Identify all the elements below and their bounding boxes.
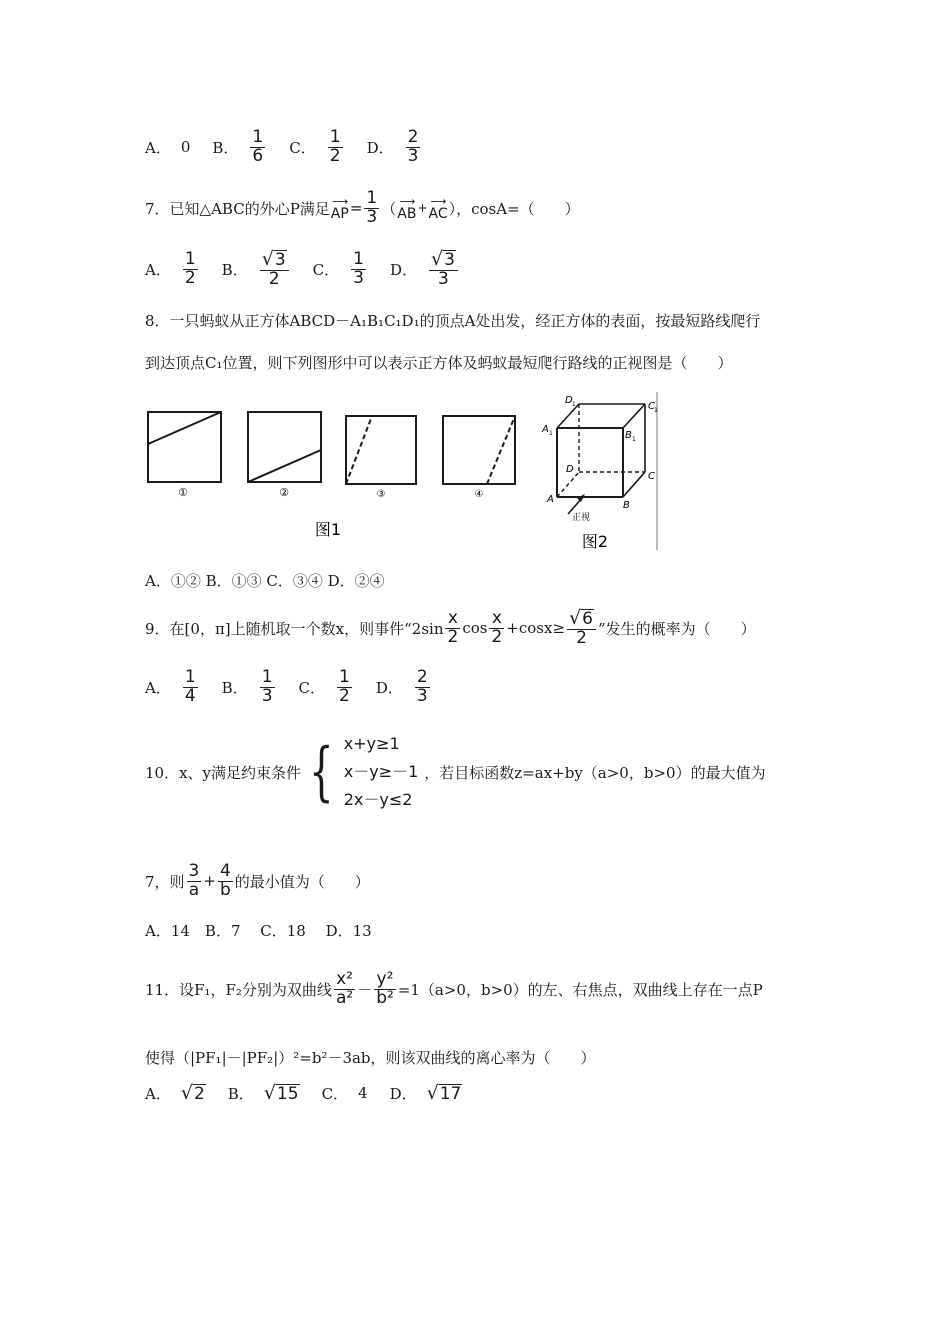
- vector-ac: ⟶ AC: [428, 194, 448, 222]
- fraction: $\frac{\text{y²}}{\text{b²}}$: [376, 968, 394, 1008]
- constraint-system: [301, 730, 418, 814]
- fraction: $\frac{1}{4}$: [184, 666, 196, 706]
- q7-stem: 7．已知△ABC的外心P满足 ⟶ AP = $\frac{1}{3}$ （ ⟶ AB + ⟶ AC ），cosA=（ ）: [145, 187, 580, 227]
- fig1-view-1: [148, 412, 221, 482]
- q10-stem-line2: 7，则 $\frac{3}{a}$ + $\frac{4}{b}$ 的最小值为（ ）: [145, 860, 370, 900]
- q6-option-c: C． $\frac{1}{2}$: [289, 126, 341, 166]
- fraction: $\frac{2}{3}$: [407, 126, 419, 166]
- fig2-label-b1: B: [625, 430, 632, 441]
- q7-option-d: D． √ 3 3: [390, 250, 460, 289]
- q11-options: [145, 1078, 484, 1108]
- fig1-label-2: ②: [279, 486, 289, 499]
- square-root: √ 3: [430, 247, 455, 270]
- fraction: $\frac{2}{3}$: [416, 666, 428, 706]
- square-root: √ 6: [569, 606, 593, 629]
- q7-option-b: B． √ 3 2: [222, 250, 291, 289]
- fraction: $\frac{1}{2}$: [184, 248, 196, 288]
- fraction: √ 3 2: [260, 250, 289, 289]
- fraction: √ 6 2: [567, 609, 596, 648]
- q6-option-d: D． $\frac{2}{3}$: [366, 126, 419, 166]
- fraction: $\frac{4}{b}$: [219, 860, 231, 900]
- fraction: $\frac{1}{3}$: [261, 666, 273, 706]
- fig2-label-c1: C: [648, 401, 655, 412]
- q10-stem: 10．x、y满足约束条件 { x+y≥1 x－y≥－1 2x－y≤2 ，若目标函数z=ax+by（a>0，b>0）的最大值为: [145, 724, 766, 820]
- fig1-caption: 图1: [314, 520, 342, 539]
- fraction: $\frac{1}{2}$: [339, 666, 350, 706]
- fig1-view-2: [248, 412, 321, 482]
- fig1-view-3: [346, 416, 416, 484]
- fraction: $\frac{1}{3}$: [366, 187, 378, 227]
- fraction: $\frac{x}{2}$: [447, 607, 459, 647]
- q10-options: A．14 B．7 C．18 D．13: [145, 922, 372, 940]
- fig2-label-b: B: [623, 500, 630, 511]
- fraction: $\frac{1}{2}$: [329, 126, 341, 166]
- fig2-label-a1-sub: 1: [549, 430, 553, 437]
- fraction: $\frac{3}{a}$: [188, 860, 200, 900]
- q9-option-b: B． $\frac{1}{3}$: [221, 666, 273, 706]
- q11-stem: 11．设F₁，F₂分别为双曲线 $\frac{\text{x²}}{\text{a²}}$ － $\frac{\text{y²}}{\text{b²}}$ =1（a>0，b>0）的左、右焦点，双曲线上存在一点P: [145, 968, 763, 1008]
- q8-stem-line2: 到达顶点C₁位置，则下列图形中可以表示正方体及蚂蚁最短爬行路线的正视图是（ ）: [145, 354, 733, 372]
- fraction: $\frac{\text{x²}}{\text{a²}}$: [335, 968, 354, 1008]
- fig2-label-b1-sub: 1: [632, 436, 636, 443]
- q7-option-c: C． $\frac{1}{3}$: [312, 248, 364, 288]
- q11-option-d: D． √ 17: [389, 1082, 462, 1105]
- fig1-label-1: ①: [178, 486, 188, 499]
- square-root: √ 17: [426, 1082, 462, 1105]
- q6-options: [145, 125, 444, 169]
- q7-options: [145, 245, 482, 293]
- fig1-label-3: ③: [376, 489, 386, 500]
- fraction: $\frac{1}{3}$: [353, 248, 364, 288]
- q9-option-a: A． $\frac{1}{4}$: [145, 666, 196, 706]
- q11-option-c: C． 4: [321, 1084, 368, 1103]
- q6-option-a: A． 0: [145, 138, 191, 157]
- q8-options: A．①② B．①③ C．③④ D．②④: [145, 572, 385, 590]
- constraint-1: x+y≥1: [343, 734, 400, 753]
- q11-stem-line2: 使得（|PF₁|－|PF₂|）²=b²－3ab，则该双曲线的离心率为（ ）: [145, 1049, 596, 1067]
- constraint-3: 2x－y≤2: [343, 790, 413, 809]
- q11-option-a: A． √ 2: [145, 1082, 205, 1105]
- q8-figures: [145, 392, 665, 552]
- fig2-label-d1: D: [565, 395, 573, 406]
- q7-option-a: A． $\frac{1}{2}$: [145, 248, 196, 288]
- fig2-label-c: C: [648, 471, 655, 482]
- brace: {: [309, 735, 334, 809]
- fig2-label-d1-sub: 1: [572, 401, 576, 408]
- fig2-label-a1: A: [542, 424, 549, 435]
- fig1-view-4: [443, 416, 515, 484]
- fig2-caption: 图2: [581, 532, 609, 551]
- vector-ap: ⟶ AP: [330, 194, 349, 222]
- fig2-label-c1-sub: 1: [654, 407, 658, 414]
- q8-stem-line1: 8．一只蚂蚁从正方体ABCD－A₁B₁C₁D₁的顶点A处出发，经正方体的表面，按最短路线爬行: [145, 312, 761, 330]
- square-root: √ 3: [261, 247, 286, 270]
- q9-option-d: D． $\frac{2}{3}$: [375, 666, 428, 706]
- q9-stem: 9．在[0，π]上随机取一个数x，则事件“2sin $\frac{x}{2}$ cos $\frac{x}{2}$ +cosx≥ √ 6 2 ”发生的概率为（ ）: [145, 606, 756, 648]
- constraint-2: x－y≥－1: [343, 762, 419, 781]
- fraction: √ 3 3: [429, 250, 458, 289]
- square-root: √ 15: [263, 1082, 299, 1105]
- square-root: √ 2: [180, 1082, 205, 1105]
- fig1-label-4: ④: [474, 489, 484, 500]
- fig2-label-d: D: [566, 464, 574, 475]
- fraction: $\frac{x}{2}$: [491, 607, 503, 647]
- fraction: $\frac{1}{6}$: [252, 126, 264, 166]
- q11-option-b: B． √ 15: [227, 1082, 299, 1105]
- q6-option-b: B． $\frac{1}{6}$: [212, 126, 264, 166]
- q9-options: [145, 664, 454, 710]
- fig2-label-a: A: [547, 494, 554, 505]
- fig2-view-label: 正视: [572, 513, 591, 523]
- vector-ab: ⟶ AB: [397, 194, 417, 222]
- q9-option-c: C． $\frac{1}{2}$: [298, 666, 350, 706]
